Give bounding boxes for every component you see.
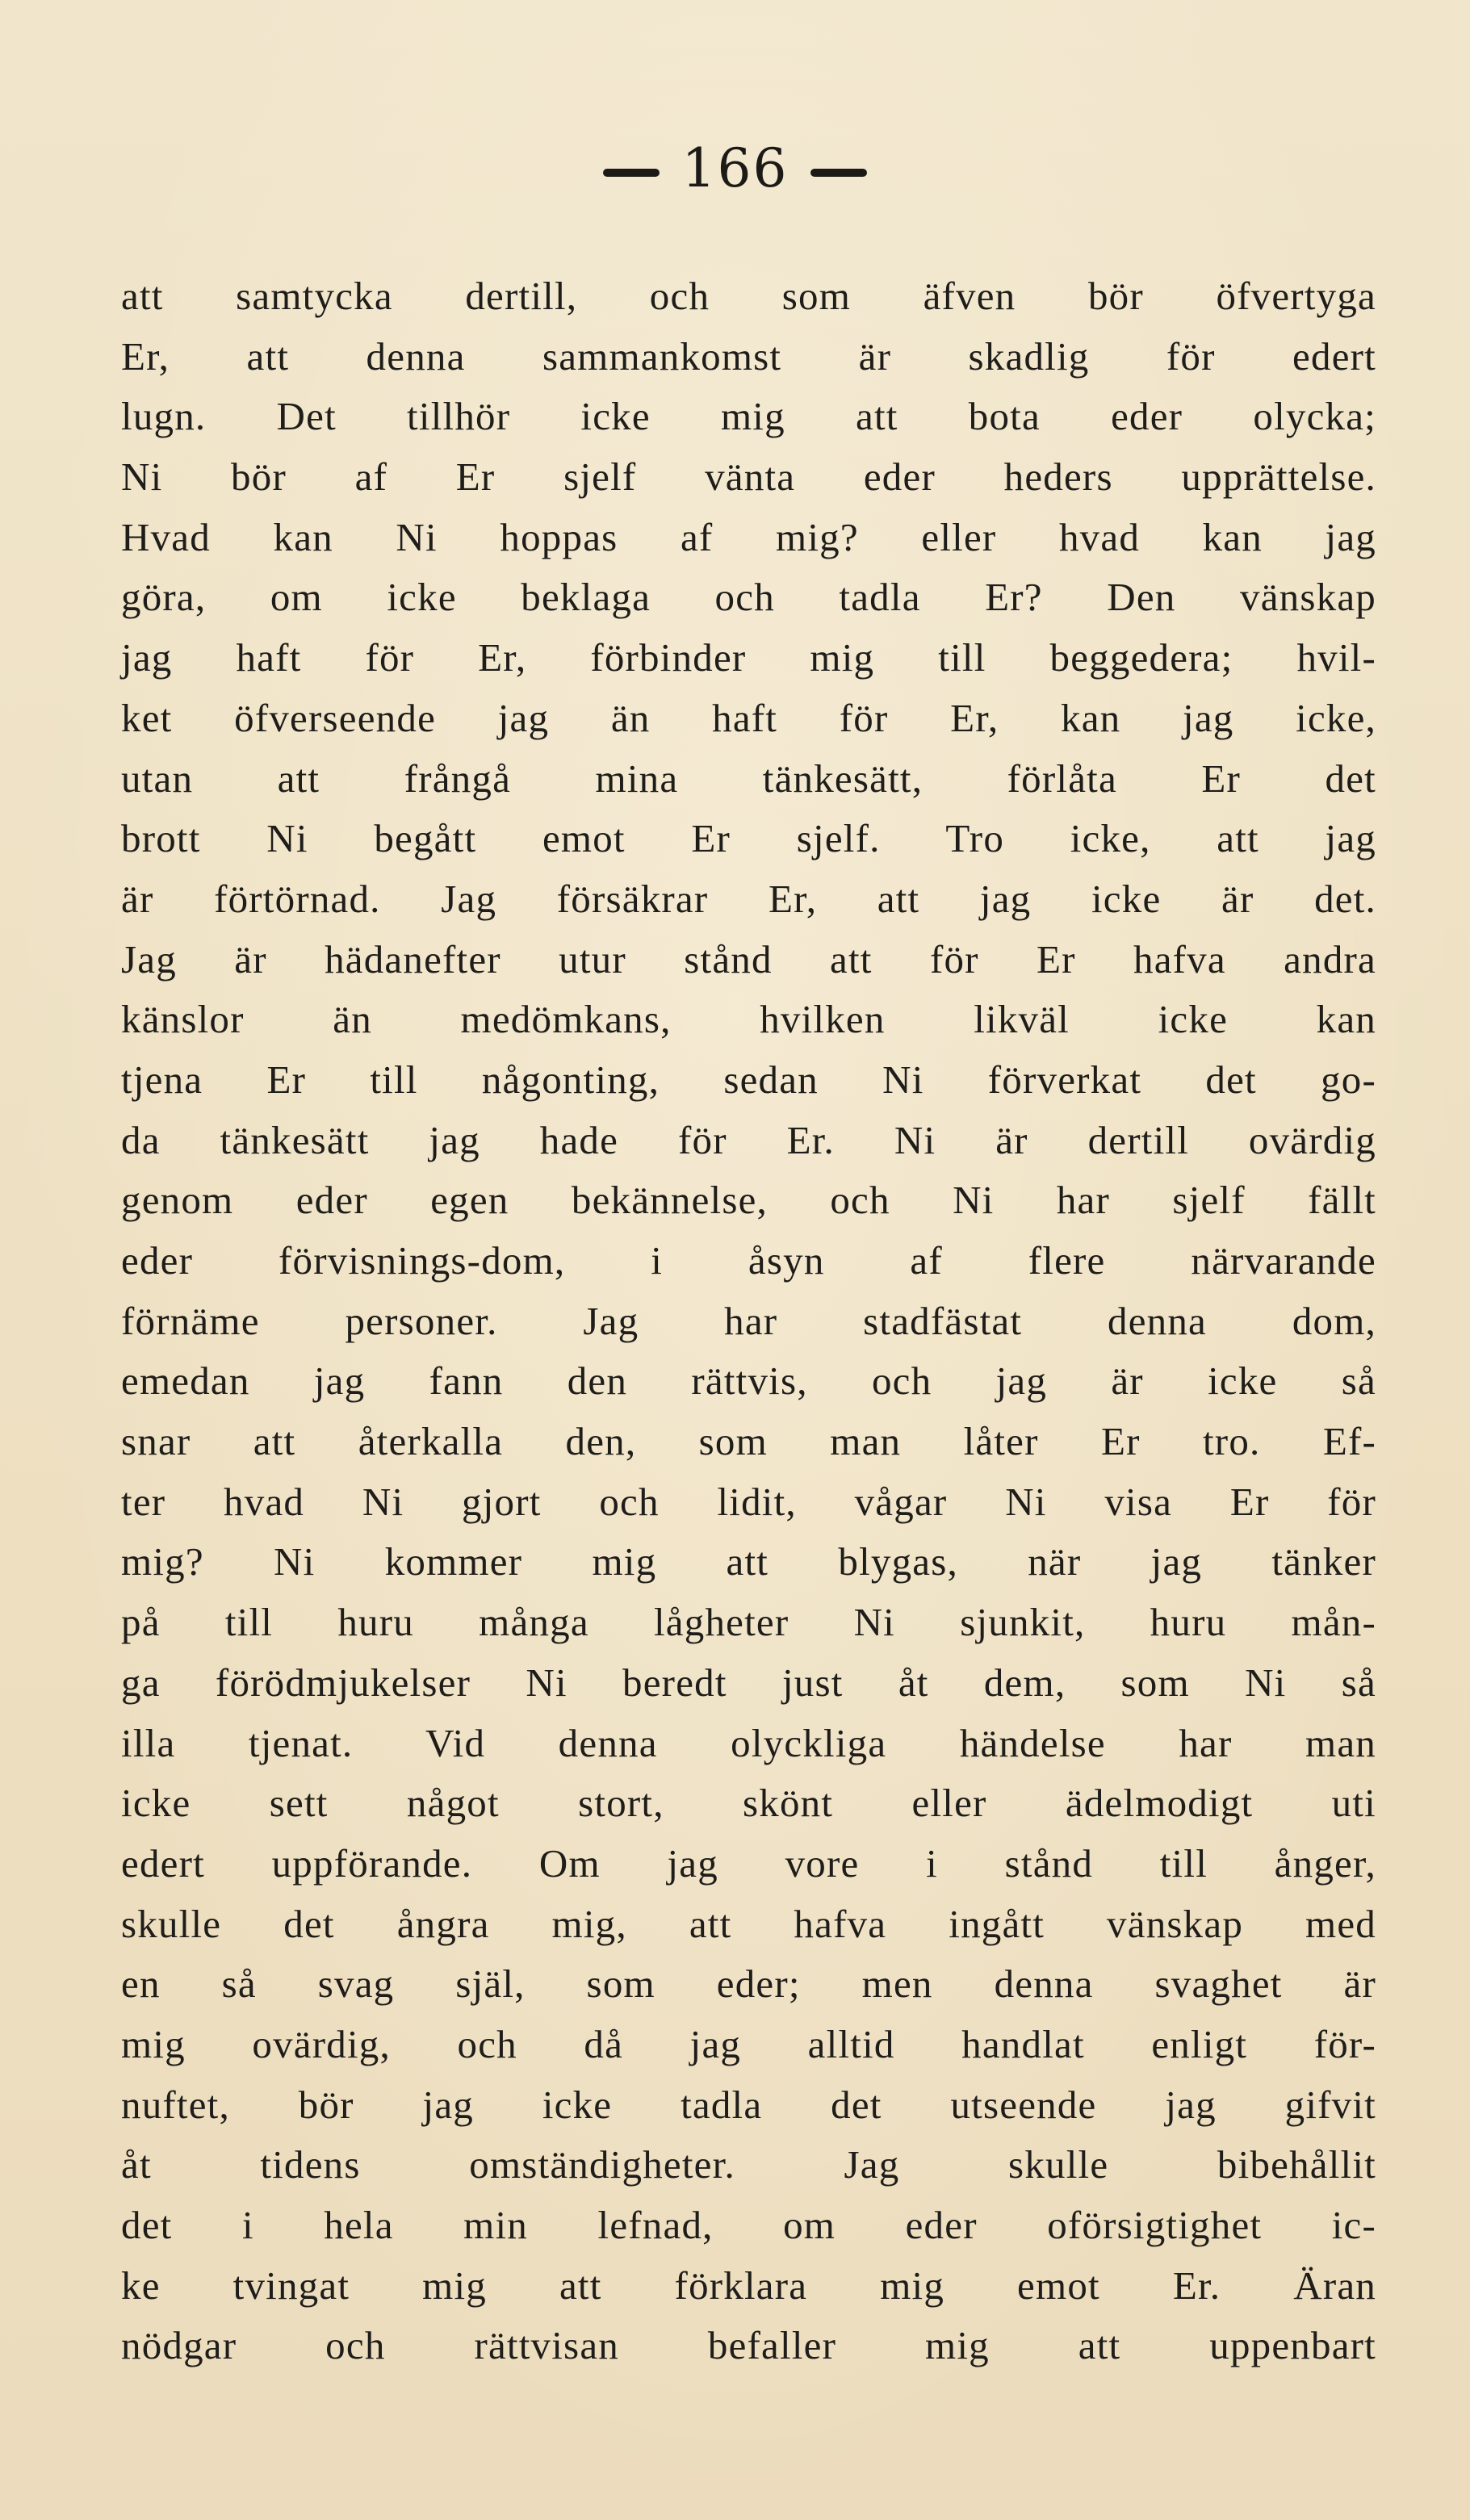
text-line: nuftet, bör jag icke tadla det utseende jag gifvit	[121, 2082, 1376, 2127]
text-line: mig ovärdig, och då jag alltid handlat enligt för-	[121, 2021, 1376, 2066]
text-line: utan att frångå mina tänkesätt, förlåta Er det	[121, 756, 1376, 801]
text-line: ga förödmjukelser Ni beredt just åt dem, som Ni så	[121, 1660, 1376, 1705]
text-line: genom eder egen bekännelse, och Ni har sjelf fällt	[121, 1178, 1376, 1223]
text-line: Jag är hädanefter utur stånd att för Er hafva andra	[121, 936, 1376, 982]
text-line: det i hela min lefnad, om eder oförsigtighet ic-	[121, 2203, 1376, 2247]
text-line: förnäme personer. Jag har stadfästat denna dom,	[121, 1298, 1376, 1343]
page-number: 166	[681, 137, 789, 199]
text-line: brott Ni begått emot Er sjelf. Tro icke, att jag	[121, 816, 1376, 861]
text-line: Ni bör af Er sjelf vänta eder heders upprättelse.	[121, 454, 1376, 500]
text-line: åt tidens omständigheter. Jag skulle bibehållit	[121, 2142, 1376, 2187]
text-line: ter hvad Ni gjort och lidit, vågar Ni visa Er för	[121, 1479, 1376, 1524]
text-line: da tänkesätt jag hade för Er. Ni är dertill ovärdig	[121, 1117, 1376, 1162]
page-header	[0, 137, 1470, 199]
text-line: icke sett något stort, skönt eller ädelmodigt uti	[121, 1781, 1376, 1826]
text-line: jag haft för Er, förbinder mig till beggedera; hvil-	[121, 635, 1376, 680]
text-line: skulle det ångra mig, att hafva ingått vänskap med	[121, 1901, 1376, 1946]
text-line: en så svag själ, som eder; men denna svaghet är	[121, 1961, 1376, 2007]
text-line: mig? Ni kommer mig att blygas, när jag tänker	[121, 1539, 1376, 1584]
body-text	[121, 266, 1376, 2376]
text-line: göra, om icke beklaga och tadla Er? Den vänskap	[121, 575, 1376, 620]
text-line: på till huru många lågheter Ni sjunkit, huru mån-	[121, 1600, 1376, 1645]
text-line: illa tjenat. Vid denna olyckliga händelse har man	[121, 1720, 1376, 1765]
text-line: ke tvingat mig att förklara mig emot Er. Äran	[121, 2263, 1376, 2308]
text-line: nödgar och rättvisan befaller mig att uppenbart	[121, 2323, 1376, 2368]
text-line: att samtycka dertill, och som äfven bör öfvertyga	[121, 274, 1376, 318]
text-line: känslor än medömkans, hvilken likväl icke kan	[121, 997, 1376, 1042]
text-line: ket öfverseende jag än haft för Er, kan jag icke,	[121, 695, 1376, 740]
right-ornament-dash	[810, 169, 867, 177]
text-line: emedan jag fann den rättvis, och jag är icke så	[121, 1358, 1376, 1404]
text-line: edert uppförande. Om jag vore i stånd till ånger,	[121, 1840, 1376, 1886]
left-ornament-dash	[603, 169, 660, 177]
text-line: Hvad kan Ni hoppas af mig? eller hvad kan jag	[121, 514, 1376, 559]
text-line: Er, att denna sammankomst är skadlig för edert	[121, 333, 1376, 379]
text-line: lugn. Det tillhör icke mig att bota eder olycka;	[121, 394, 1376, 439]
text-line: snar att återkalla den, som man låter Er tro. Ef-	[121, 1419, 1376, 1464]
text-line: är förtörnad. Jag försäkrar Er, att jag icke är det.	[121, 876, 1376, 921]
text-line: eder förvisnings-dom, i åsyn af flere närvarande	[121, 1238, 1376, 1283]
text-line: tjena Er till någonting, sedan Ni förverkat det go-	[121, 1057, 1376, 1102]
